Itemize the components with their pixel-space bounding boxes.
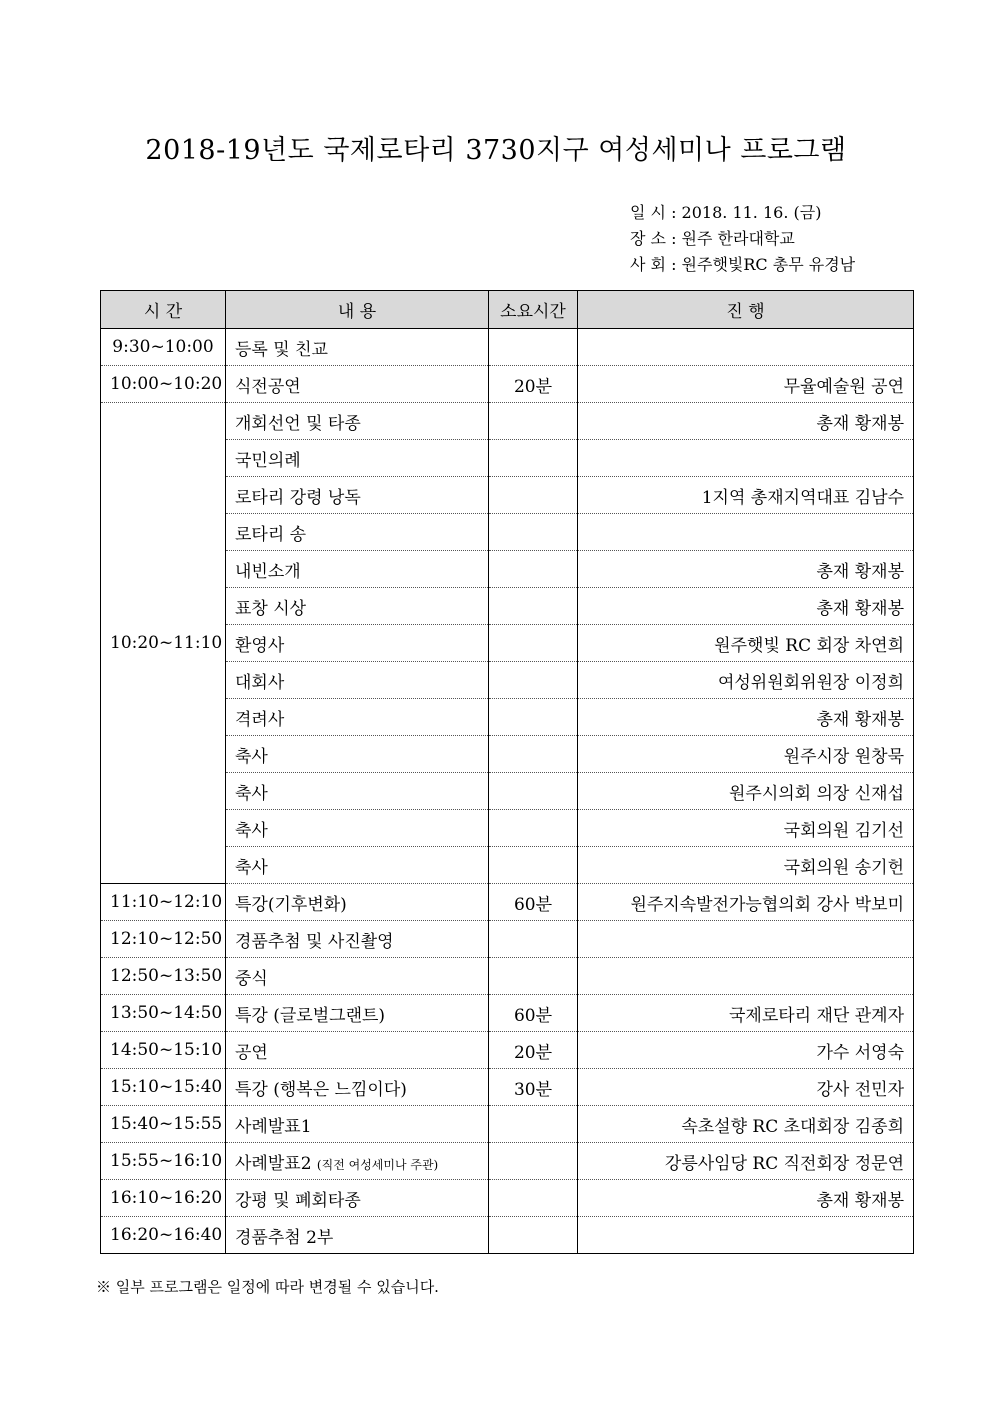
- program-table-body: [101, 329, 914, 1254]
- table-row: [101, 921, 914, 958]
- duration-cell: [489, 736, 578, 773]
- host-cell: 무율예술원 공연: [578, 366, 914, 403]
- time-cell: 16:20~16:40: [101, 1217, 226, 1254]
- table-row: [101, 1180, 914, 1217]
- duration-cell: 20분: [489, 366, 578, 403]
- table-row: [101, 995, 914, 1032]
- duration-cell: [489, 329, 578, 366]
- duration-cell: [489, 440, 578, 477]
- host-cell: [578, 958, 914, 995]
- host-cell: 총재 황재봉: [578, 1180, 914, 1217]
- duration-cell: [489, 1180, 578, 1217]
- duration-cell: [489, 1106, 578, 1143]
- duration-cell: [489, 1143, 578, 1180]
- time-cell: 15:40~15:55: [101, 1106, 226, 1143]
- duration-cell: [489, 773, 578, 810]
- duration-cell: [489, 847, 578, 884]
- host-cell: 총재 황재봉: [578, 588, 914, 625]
- content-cell: [226, 884, 489, 921]
- table-header-row: [101, 291, 914, 329]
- host-cell: 총재 황재봉: [578, 403, 914, 440]
- content-cell: [226, 1180, 489, 1217]
- content-text: 특강(기후변화): [235, 894, 347, 915]
- content-text: 특강 (행복은 느낌이다): [235, 1079, 407, 1100]
- content-cell: [226, 921, 489, 958]
- event-info: [630, 200, 855, 278]
- table-row: [101, 1106, 914, 1143]
- time-cell: 10:20~11:10: [101, 403, 226, 884]
- host-cell: 여성위원회위원장 이정희: [578, 662, 914, 699]
- content-cell: 개회선언 및 타종: [226, 403, 489, 440]
- table-row: [101, 1032, 914, 1069]
- duration-cell: 30분: [489, 1069, 578, 1106]
- duration-cell: [489, 551, 578, 588]
- content-cell: [226, 1217, 489, 1254]
- content-cell: [226, 1106, 489, 1143]
- content-cell: 내빈소개: [226, 551, 489, 588]
- content-cell: 국민의례: [226, 440, 489, 477]
- content-text: 사례발표2: [235, 1153, 312, 1174]
- host-cell: 원주시장 원창묵: [578, 736, 914, 773]
- time-cell: 12:10~12:50: [101, 921, 226, 958]
- page-title: 2018-19년도 국제로타리 3730지구 여성세미나 프로그램: [145, 135, 847, 166]
- content-cell: 축사: [226, 810, 489, 847]
- content-text: 식전공연: [235, 376, 301, 397]
- header-time: 시 간: [101, 291, 226, 329]
- content-text: 강평 및 폐회타종: [235, 1190, 361, 1211]
- duration-cell: [489, 477, 578, 514]
- duration-cell: [489, 588, 578, 625]
- host-cell: 총재 황재봉: [578, 551, 914, 588]
- host-cell: 국회의원 김기선: [578, 810, 914, 847]
- host-cell: [578, 440, 914, 477]
- content-cell: [226, 995, 489, 1032]
- table-row: [101, 884, 914, 921]
- content-text: 사례발표1: [235, 1116, 312, 1137]
- time-cell: 15:10~15:40: [101, 1069, 226, 1106]
- duration-cell: [489, 921, 578, 958]
- time-cell: 10:00~10:20: [101, 366, 226, 403]
- header-duration: 소요시간: [489, 291, 578, 329]
- host-cell: [578, 1217, 914, 1254]
- host-cell: 국회의원 송기헌: [578, 847, 914, 884]
- table-row: [101, 329, 914, 366]
- host-cell: 1지역 총재지역대표 김남수: [578, 477, 914, 514]
- event-place: 장 소 : 원주 한라대학교: [630, 229, 795, 248]
- duration-cell: [489, 662, 578, 699]
- time-cell: 15:55~16:10: [101, 1143, 226, 1180]
- program-table: [100, 290, 914, 1254]
- duration-cell: [489, 1217, 578, 1254]
- host-cell: [578, 514, 914, 551]
- duration-cell: [489, 514, 578, 551]
- content-text: 중식: [235, 968, 268, 989]
- table-row: [101, 1143, 914, 1180]
- duration-cell: [489, 403, 578, 440]
- time-cell: 12:50~13:50: [101, 958, 226, 995]
- host-cell: [578, 921, 914, 958]
- host-cell: 국제로타리 재단 관계자: [578, 995, 914, 1032]
- event-date: 일 시 : 2018. 11. 16. (금): [630, 203, 822, 222]
- table-row: [101, 1217, 914, 1254]
- content-cell: 축사: [226, 736, 489, 773]
- table-row: [101, 1069, 914, 1106]
- host-cell: 강릉사임당 RC 직전회장 정문연: [578, 1143, 914, 1180]
- content-cell: [226, 1032, 489, 1069]
- time-cell: 9:30~10:00: [101, 329, 226, 366]
- content-cell: 축사: [226, 847, 489, 884]
- duration-cell: 20분: [489, 1032, 578, 1069]
- duration-cell: [489, 958, 578, 995]
- table-row: [101, 366, 914, 403]
- time-cell: 11:10~12:10: [101, 884, 226, 921]
- header-host: 진 행: [578, 291, 914, 329]
- time-cell: 14:50~15:10: [101, 1032, 226, 1069]
- table-row: [101, 958, 914, 995]
- content-text: 공연: [235, 1042, 268, 1063]
- duration-cell: 60분: [489, 995, 578, 1032]
- content-text: 특강 (글로벌그랜트): [235, 1005, 386, 1026]
- content-cell: 대회사: [226, 662, 489, 699]
- table-row: [101, 403, 914, 440]
- duration-cell: [489, 625, 578, 662]
- duration-cell: [489, 699, 578, 736]
- content-note: (직전 여성세미나 주관): [316, 1157, 439, 1172]
- content-cell: [226, 366, 489, 403]
- time-cell: 13:50~14:50: [101, 995, 226, 1032]
- host-cell: 원주지속발전가능협의회 강사 박보미: [578, 884, 914, 921]
- content-cell: 격려사: [226, 699, 489, 736]
- duration-cell: 60분: [489, 884, 578, 921]
- content-text: 등록 및 친교: [235, 339, 328, 360]
- content-text: 경품추첨 2부: [235, 1227, 334, 1248]
- content-text: 경품추첨 및 사진촬영: [235, 931, 394, 952]
- content-cell: 로타리 송: [226, 514, 489, 551]
- event-mc: 사 회 : 원주햇빛RC 총무 유경남: [630, 255, 856, 274]
- host-cell: 속초설향 RC 초대회장 김종희: [578, 1106, 914, 1143]
- duration-cell: [489, 810, 578, 847]
- content-cell: [226, 958, 489, 995]
- content-cell: 표창 시상: [226, 588, 489, 625]
- footnote: ※ 일부 프로그램은 일정에 따라 변경될 수 있습니다.: [96, 1278, 439, 1296]
- host-cell: [578, 329, 914, 366]
- content-cell: 축사: [226, 773, 489, 810]
- content-cell: 로타리 강령 낭독: [226, 477, 489, 514]
- host-cell: 강사 전민자: [578, 1069, 914, 1106]
- host-cell: 원주시의회 의장 신재섭: [578, 773, 914, 810]
- time-cell: 16:10~16:20: [101, 1180, 226, 1217]
- host-cell: 가수 서영숙: [578, 1032, 914, 1069]
- host-cell: 총재 황재봉: [578, 699, 914, 736]
- content-cell: [226, 1143, 489, 1180]
- content-cell: [226, 1069, 489, 1106]
- header-content: 내 용: [226, 291, 489, 329]
- content-cell: [226, 329, 489, 366]
- content-cell: 환영사: [226, 625, 489, 662]
- host-cell: 원주햇빛 RC 회장 차연희: [578, 625, 914, 662]
